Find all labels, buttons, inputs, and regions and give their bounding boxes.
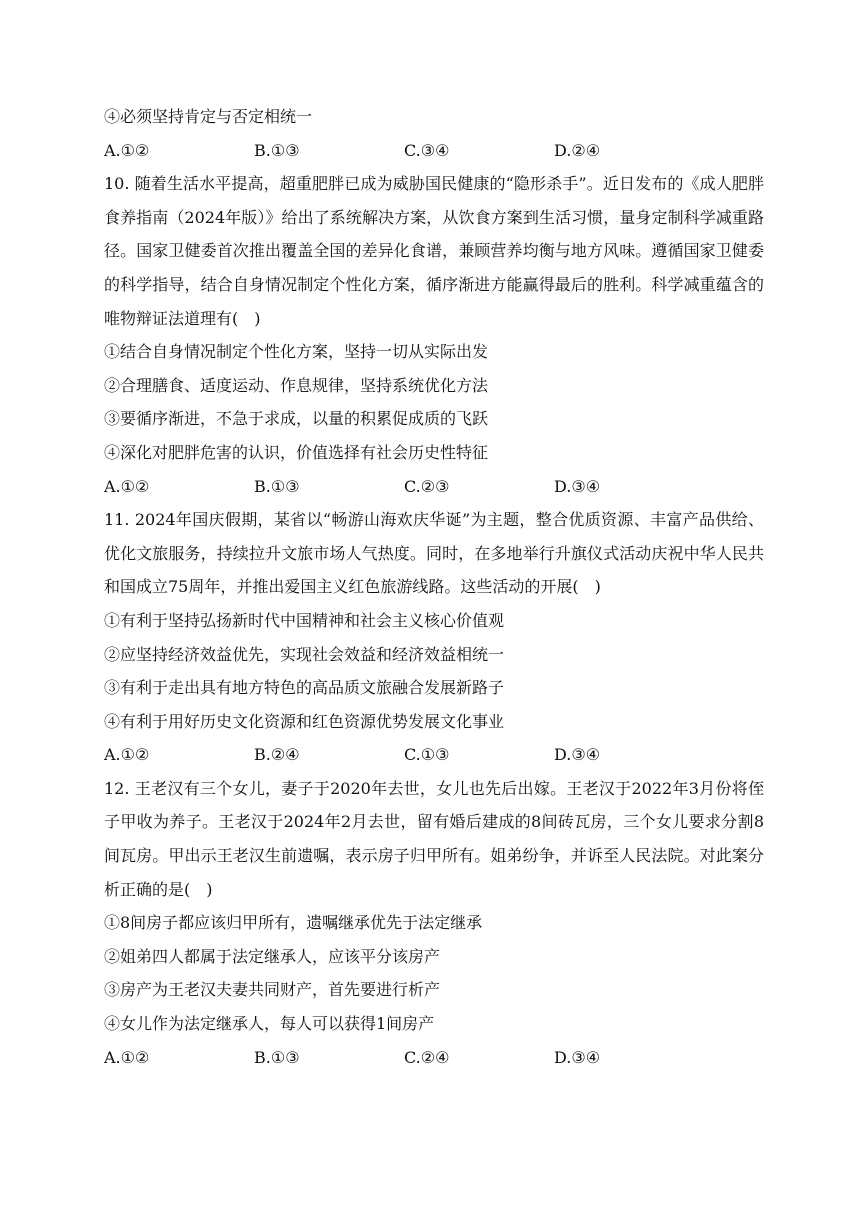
q12-item-3: ③房产为王老汉夫妻共同财产，首先要进行析产 [104,980,441,1000]
q12-item-4: ④女儿作为法定继承人，每人可以获得1间房产 [104,1014,435,1034]
q11-item-1: ①有利于坚持弘扬新时代中国精神和社会主义核心价值观 [104,610,505,630]
q10-item-1: ①结合自身情况制定个性化方案，坚持一切从实际出发 [104,342,489,362]
q11-option-a: A.①② [104,745,150,765]
q12-item-1: ①8间房子都应该归甲所有，遗嘱继承优先于法定继承 [104,913,483,933]
q9-item-4: ④必须坚持肯定与否定相统一 [104,107,313,126]
q11-option-b: B.②④ [254,745,300,765]
q11-options [104,738,764,772]
q10-option-d: D.③④ [554,476,601,496]
q11-option-d: D.③④ [554,745,601,765]
q10-item-2: ②合理膳食、适度运动、作息规律，坚持系统优化方法 [104,375,489,395]
q12-option-d: D.③④ [554,1047,601,1067]
q9-option-b: B.①③ [254,140,300,160]
document-page [104,100,764,1074]
q10-option-a: A.①② [104,476,150,496]
q12-options [104,1041,764,1075]
q10-item-4: ④深化对肥胖危害的认识，价值选择有社会历史性特征 [104,442,489,462]
q12-option-b: B.①③ [254,1047,300,1067]
q9-options [104,134,764,168]
q9-option-c: C.③④ [404,140,450,160]
q10-stem: 10. 随着生活水平提高，超重肥胖已成为威胁国民健康的“隐形杀手”。近日发布的《成人肥胖食养指南（2024年版）》给出了系统解决方案，从饮食方案到生活习惯，量身定制科学减重路径。国家卫健委首次推出覆盖全国的差异化食谱，兼顾营养均衡与地方风味。遵循国家卫健委的科学指导，结合自身情况制定个性化方案，循序渐进方能赢得最后的胜利。科学减重蕴含的唯物辩证法道理有( ) [104,174,764,328]
q9-option-d: D.②④ [554,140,601,160]
q10-options [104,470,764,504]
q10-item-3: ③要循序渐进，不急于求成，以量的积累促成质的飞跃 [104,409,489,429]
q11-stem: 11. 2024年国庆假期，某省以“畅游山海欢庆华诞”为主题，整合优质资源、丰富产品供给、优化文旅服务，持续拉升文旅市场人气热度。同时，在多地举行升旗仪式活动庆祝中华人民共和国成立75周年，并推出爱国主义红色旅游线路。这些活动的开展( ) [104,510,764,597]
q11-item-4: ④有利于用好历史文化资源和红色资源优势发展文化事业 [104,711,505,731]
q11-option-c: C.①③ [404,745,450,765]
q12-stem: 12. 王老汉有三个女儿，妻子于2020年去世，女儿也先后出嫁。王老汉于2022年3月份将侄子甲收为养子。王老汉于2024年2月去世，留有婚后建成的8间砖瓦房，三个女儿要求分割8间瓦房。甲出示王老汉生前遗嘱，表示房子归甲所有。姐弟纷争，并诉至人民法院。对此案分析正确的是( ) [104,778,764,899]
q10-option-c: C.②③ [404,476,450,496]
q9-option-a: A.①② [104,140,150,160]
q10-option-b: B.①③ [254,476,300,496]
q12-item-2: ②姐弟四人都属于法定继承人，应该平分该房产 [104,946,441,966]
q12-option-a: A.①② [104,1047,150,1067]
q12-option-c: C.②④ [404,1047,450,1067]
q11-item-2: ②应坚持经济效益优先，实现社会效益和经济效益相统一 [104,644,505,664]
q11-item-3: ③有利于走出具有地方特色的高品质文旅融合发展新路子 [104,678,505,698]
